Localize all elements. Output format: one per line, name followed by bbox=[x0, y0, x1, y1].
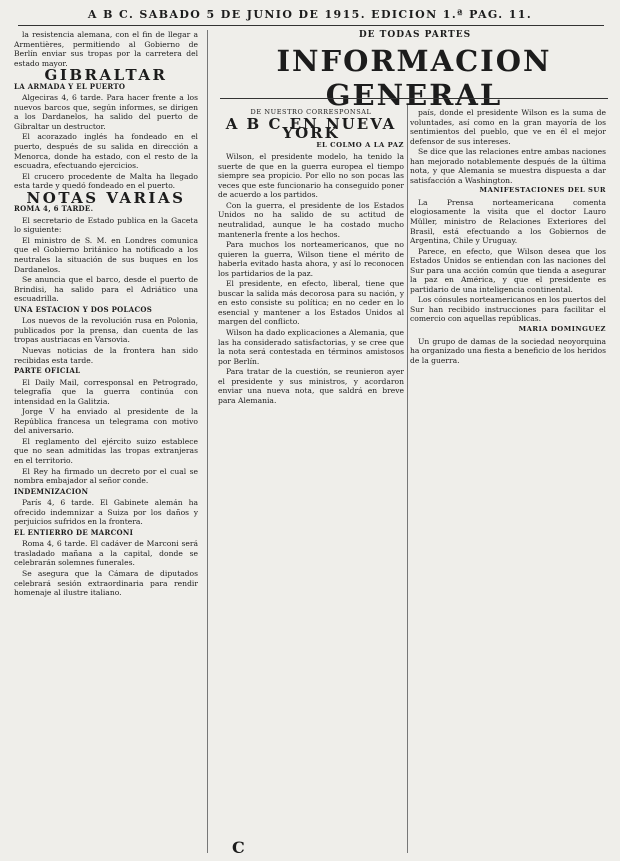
notas-paragraph-8: El reglamento del ejército suizo establece que no sean admitidas las tropas extranjeras en el territorio. bbox=[14, 436, 198, 465]
notas-subhead-5: EL ENTIERRO DE MARCONI bbox=[14, 527, 134, 537]
notas-paragraph-4: Los nuevos de la revolución rusa en Polonia, publicados por la prensa, dan cuenta de las tropas austriacas en Varsovia. bbox=[14, 316, 198, 345]
right-paragraph-5: Los cónsules norteamericanos en los puertos del Sur han recibido instrucciones para facilitar el comercio con aquellas repúblicas. bbox=[410, 295, 606, 324]
gibraltar-paragraph-3: El crucero procedente de Malta ha llegado esta tarde y quedó fondeado en el puerto. bbox=[14, 171, 198, 191]
notas-paragraph-12: Se asegura que la Cámara de diputados celebrará sesión extraordinaria para rendir homenaje al ilustre italiano. bbox=[14, 568, 198, 598]
notas-paragraph-9: El Rey ha firmado un decreto por el cual se nombra embajador al señor conde. bbox=[14, 466, 198, 486]
column-left bbox=[14, 30, 198, 855]
article-dateline: EL COLMO A LA PAZ bbox=[316, 140, 404, 149]
column-divider-1 bbox=[207, 30, 208, 853]
right-subhead: MANIFESTACIONES DEL SUR bbox=[479, 186, 606, 195]
article-paragraph-5: Wilson ha dado explicaciones a Alemania, que las ha considerado satisfactorias, y se cree que la nota será contestada en términos amistosos por Berlín. bbox=[218, 328, 404, 366]
page-masthead: A B C. SABADO 5 DE JUNIO DE 1915. EDICION 1.ª PAG. 11. bbox=[87, 8, 533, 21]
notas-paragraph-5: Nuevas noticias de la frontera han sido recibidas esta tarde. bbox=[14, 345, 198, 365]
gibraltar-heading: GIBRALTAR bbox=[44, 66, 168, 85]
banner-rule bbox=[220, 98, 608, 99]
notas-paragraph-1: El secretario de Estado publica en la Gaceta lo siguiente: bbox=[14, 215, 198, 235]
gibraltar-paragraph-1: Algeciras 4, 6 tarde. Para hacer frente a los nuevos barcos que, según informes, se dirigen a los Dardanelos, ha salido del puerto de Gibraltar un destructor. bbox=[14, 93, 198, 131]
article-paragraph-1: Wilson, el presidente modelo, ha tenido la suerte de que en la guerra europea el tiempo siempre sea propicio. Por ello no son pocas las veces que este funcionario ha conseguido poner de acuerdo a los partidos. bbox=[218, 152, 404, 200]
notas-paragraph-2: El ministro de S. M. en Londres comunica que el Gobierno británico ha notificado a los neutrales la situación de sus buques en los Dardanelos. bbox=[14, 235, 198, 274]
notas-paragraph-6: El Daily Mail, corresponsal en Petrogrado, telegrafía que la guerra continúa con intensidad en la Galitzia. bbox=[14, 377, 198, 406]
gibraltar-paragraph-2: El acorazado inglés ha fondeado en el puerto, después de su salida en dirección a Menorca, donde ha estado, con el resto de la escuadra, efectuando ejercicios. bbox=[14, 132, 198, 171]
section-tag: DE TODAS PARTES bbox=[358, 30, 472, 40]
right-paragraph-3: La Prensa norteamericana comenta elogiosamente la visita que el doctor Lauro Müller, ministro de Relaciones Exteriores del Brasil, está efectuando a los Gobiernos de Argentina, Chile y Uruguay. bbox=[410, 197, 606, 246]
column-divider-2 bbox=[407, 104, 408, 853]
notas-heading: NOTAS VARIAS bbox=[26, 188, 186, 207]
right-paragraph-4: Parece, en efecto, que Wilson desea que los Estados Unidos se entiendan con las naciones del Sur para una acción común que tienda a asegurar la paz en América, y que el presidente es partidario de una inteligencia continental. bbox=[410, 246, 606, 294]
notas-paragraph-10: París 4, 6 tarde. El Gabinete alemán ha ofrecido indemnizar a Suiza por los daños y perjuicios sufridos en la frontera. bbox=[14, 498, 198, 527]
bottom-letter-mark: C bbox=[232, 838, 245, 857]
article-paragraph-2: Con la guerra, el presidente de los Estados Unidos no ha salido de su actitud de neutralidad, aunque le ha costado mucho mantenerla frente a los hechos. bbox=[218, 200, 404, 239]
notas-paragraph-3: Se anuncia que el barco, desde el puerto de Brindisi, ha salido para el Adriático una escuadrilla. bbox=[14, 275, 198, 304]
page-banner: INFORMACION GENERAL bbox=[276, 44, 552, 112]
notas-paragraph-7: Jorge V ha enviado al presidente de la República francesa un telegrama con motivo del aniversario. bbox=[14, 407, 198, 436]
intro-paragraph: la resistencia alemana, con el fin de llegar a Armentières, permitiendo al Gobierno de Berlín enviar sus tropas por la carretera del estado mayor. bbox=[14, 30, 198, 68]
right-paragraph-2: Se dice que las relaciones entre ambas naciones han mejorado notablemente después de la última nota, y que Alemania se muestra dispuesta a dar satisfacción a Washington. bbox=[410, 147, 606, 185]
column-middle bbox=[218, 108, 404, 855]
notas-subhead: ROMA 4, 6 TARDE. bbox=[14, 204, 94, 214]
notas-subhead-2: UNA ESTACION Y DOS POLACOS bbox=[14, 304, 153, 314]
article-title: A B C EN NUEVA YORK bbox=[225, 114, 397, 143]
author-signature: MARIA DOMINGUEZ bbox=[518, 325, 606, 334]
right-paragraph-6: Un grupo de damas de la sociedad neoyorquina ha organizado una fiesta a beneficio de los heridos de la guerra. bbox=[410, 336, 606, 365]
right-paragraph-1: país, donde el presidente Wilson es la suma de voluntades, así como en la gran mayoría de los sentimientos del pueblo, que ve en él el mejor defensor de sus intereses. bbox=[410, 108, 606, 146]
article-kicker: DE NUESTRO CORRESPONSAL bbox=[250, 108, 372, 116]
article-paragraph-3: Para muchos los norteamericanos, que no quieren la guerra, Wilson tiene el mérito de haberla evitado hasta ahora, y así lo reconocen los partidarios de la paz. bbox=[218, 240, 404, 278]
article-paragraph-6: Para tratar de la cuestión, se reunieron ayer el presidente y sus ministros, y acordaron enviar una nueva nota, que saldrá en breve para Alemania. bbox=[218, 367, 404, 405]
column-right bbox=[410, 108, 606, 855]
gibraltar-subhead: LA ARMADA Y EL PUERTO bbox=[14, 81, 126, 91]
notas-subhead-4: INDEMNIZACION bbox=[14, 486, 89, 496]
notas-subhead-3: PARTE OFICIAL bbox=[14, 366, 81, 376]
notas-paragraph-11: Roma 4, 6 tarde. El cadáver de Marconi será trasladado mañana a la capital, donde se celebrarán solemnes funerales. bbox=[14, 539, 198, 568]
masthead-rule bbox=[18, 25, 604, 26]
article-paragraph-4: El presidente, en efecto, liberal, tiene que buscar la salida más decorosa para su nación, y en esto consiste su política; en no ceder en lo esencial y mantener a los Estados Unidos al margen del conflicto. bbox=[218, 279, 404, 327]
